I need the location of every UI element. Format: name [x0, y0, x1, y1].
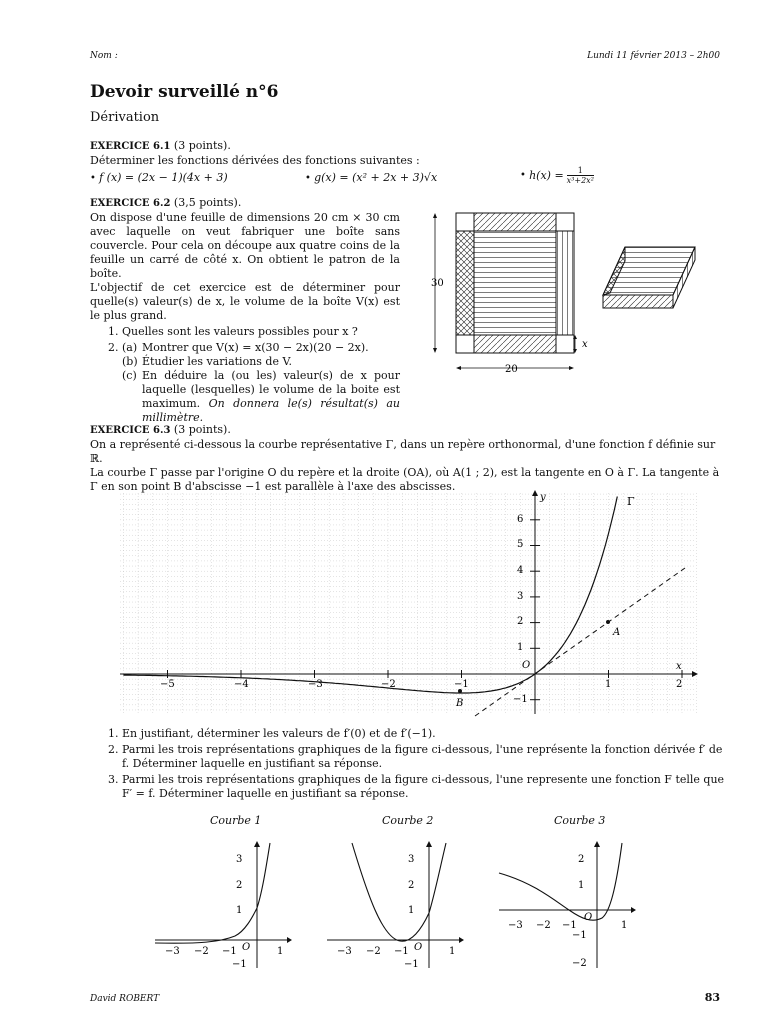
- svg-text:1: 1: [408, 905, 415, 916]
- curve-3-graph: [494, 838, 639, 973]
- gamma-label: Γ: [627, 495, 635, 508]
- page-title: Devoir surveillé n°6: [90, 82, 279, 102]
- origin-label: O: [522, 660, 531, 671]
- svg-text:O: O: [584, 912, 593, 923]
- svg-text:−3: −3: [165, 946, 180, 957]
- svg-text:−2: −2: [194, 946, 209, 957]
- h-numerator: 1: [577, 166, 583, 175]
- x-tick-minus-1: −1: [454, 679, 469, 690]
- date: Lundi 11 février 2013 – 2h00: [587, 51, 720, 61]
- exercise-3-question-1: 1. En justifiant, déterminer les valeurs de f′(0) et de f′(−1).: [122, 727, 725, 741]
- svg-text:1: 1: [277, 946, 284, 957]
- x-tick-minus-3: −3: [308, 679, 323, 690]
- y-tick-5: 5: [517, 539, 524, 550]
- svg-text:3: 3: [236, 854, 243, 865]
- svg-text:O: O: [414, 942, 423, 953]
- page-number: 83: [704, 991, 720, 1004]
- point-a-label: A: [613, 627, 621, 638]
- h-denominator: x³+2x²: [566, 176, 594, 185]
- x-tick-minus-4: −4: [234, 679, 249, 690]
- svg-text:−1: −1: [222, 946, 237, 957]
- y-axis-label: y: [540, 492, 546, 503]
- svg-text:1: 1: [621, 920, 628, 931]
- exercise-3-heading: EXERCICE 6.3: [90, 425, 171, 436]
- exercise-2-paragraph-2: L'objectif de cet exercice est de déterminer pour quelle(s) valeur(s) de x, le volume de la boîte V(x) est le plus grand.: [90, 281, 400, 322]
- exercise-3-points: (3 points).: [173, 423, 231, 436]
- exercise-2-points: (3,5 points).: [173, 196, 242, 209]
- exercise-3-paragraph-1: On a représenté ci-dessous la courbe représentative Γ, dans un repère orthonormal, d'une fonction f définie sur ℝ.: [90, 438, 716, 465]
- box-net-figure: [425, 205, 725, 385]
- point-a: [606, 620, 610, 624]
- curve-1-line: [155, 843, 270, 943]
- svg-text:−3: −3: [508, 920, 523, 931]
- curve-2-graph: [322, 838, 467, 973]
- exercise-2-question-1: 1. Quelles sont les valeurs possibles pour x ?: [122, 325, 400, 339]
- curve-1-title: Courbe 1: [210, 814, 262, 827]
- tangent-line: [475, 568, 685, 716]
- exercise-2-heading: EXERCICE 6.2: [90, 198, 171, 209]
- fig-label-20: 20: [505, 364, 518, 375]
- exercise-3-question-2: 2. Parmi les trois représentations graphiques de la figure ci-dessous, l'une représente la fonction dérivée f′ de f. Déterminer laquelle en justifiant sa réponse.: [122, 743, 725, 771]
- svg-text:−2: −2: [536, 920, 551, 931]
- svg-text:1: 1: [236, 905, 243, 916]
- svg-text:−1: −1: [404, 959, 419, 970]
- svg-text:O: O: [242, 942, 251, 953]
- exercise-1-heading: EXERCICE 6.1: [90, 141, 171, 152]
- svg-text:2: 2: [578, 854, 585, 865]
- exercise-1-intro: Déterminer les fonctions dérivées des fonctions suivantes :: [90, 154, 420, 167]
- exercise-3: [90, 423, 725, 494]
- svg-text:−2: −2: [572, 958, 587, 969]
- svg-text:−2: −2: [366, 946, 381, 957]
- exercise-2: [90, 196, 400, 427]
- y-tick-4: 4: [517, 565, 524, 576]
- y-tick-2: 2: [517, 616, 524, 627]
- exercise-1: [90, 139, 720, 168]
- y-tick-minus-1: −1: [513, 694, 528, 705]
- x-axis-label: x: [676, 661, 682, 672]
- function-f: • f (x) = (2x − 1)(4x + 3): [90, 171, 228, 184]
- x-tick-minus-5: −5: [160, 679, 175, 690]
- x-tick-minus-2: −2: [381, 679, 396, 690]
- exercise-3-question-3: 3. Parmi les trois représentations graphiques de la figure ci-dessous, l'une represente une fonction F telle que F′ = f. Déterminer laquelle en justifiant sa réponse.: [122, 773, 725, 801]
- function-g: • g(x) = (x² + 2x + 3)√x: [305, 171, 438, 184]
- svg-text:−1: −1: [232, 959, 247, 970]
- page-subtitle: Dérivation: [90, 110, 160, 125]
- svg-text:1: 1: [578, 880, 585, 891]
- exercise-2-paragraph-1: On dispose d'une feuille de dimensions 20 cm × 30 cm avec laquelle on veut fabriquer une boîte sans couvercle. Pour cela on découpe aux quatre coins de la feuille un carré de côté x. On obtient le patron de la boîte.: [90, 211, 400, 280]
- x-tick-2: 2: [676, 679, 683, 690]
- y-tick-1: 1: [517, 642, 524, 653]
- curve-1-graph: [150, 838, 295, 973]
- svg-text:−3: −3: [337, 946, 352, 957]
- curve-2-title: Courbe 2: [382, 814, 434, 827]
- fig-label-x: x: [582, 339, 588, 350]
- function-h: • h(x) = $\frac{1}{\text{x³+2x²}}$: [520, 166, 594, 185]
- svg-text:3: 3: [408, 854, 415, 865]
- footer-author: David ROBERT: [90, 994, 160, 1004]
- svg-text:−1: −1: [562, 920, 577, 931]
- point-b-label: B: [456, 698, 464, 709]
- curve-3-title: Courbe 3: [554, 814, 606, 827]
- svg-text:2: 2: [408, 880, 415, 891]
- curve-2-line: [352, 843, 446, 941]
- curve-3-line: [499, 843, 622, 920]
- name-label: Nom :: [90, 51, 118, 61]
- svg-text:−1: −1: [572, 930, 587, 941]
- exercise-3-questions: [100, 727, 725, 803]
- y-tick-3: 3: [517, 591, 524, 602]
- svg-text:2: 2: [236, 880, 243, 891]
- exercise-3-paragraph-2: La courbe Γ passe par l'origine O du repère et la droite (OA), où A(1 ; 2), est la tangente en O à Γ. La tangente à Γ en son point B d'abscisse −1 est parallèle à l'axe des abscisses.: [90, 466, 720, 493]
- function-graph: [120, 488, 700, 718]
- y-tick-6: 6: [517, 514, 524, 525]
- fig-label-30: 30: [431, 278, 444, 289]
- svg-text:1: 1: [449, 946, 456, 957]
- svg-text:−1: −1: [394, 946, 409, 957]
- exercise-2-question-2: 2. (a) Montrer que V(x) = x(30 − 2x)(20 − 2x). (b) Étudier les variations de V. (c) En déduire la (ou les) valeur(s) de x pour laquelle (lesquelles) le volume de la boite est maximum. On donnera le(s) résultat(s) au millimètre.: [122, 341, 400, 425]
- x-tick-1: 1: [605, 679, 612, 690]
- exercise-1-points: (3 points).: [173, 139, 231, 152]
